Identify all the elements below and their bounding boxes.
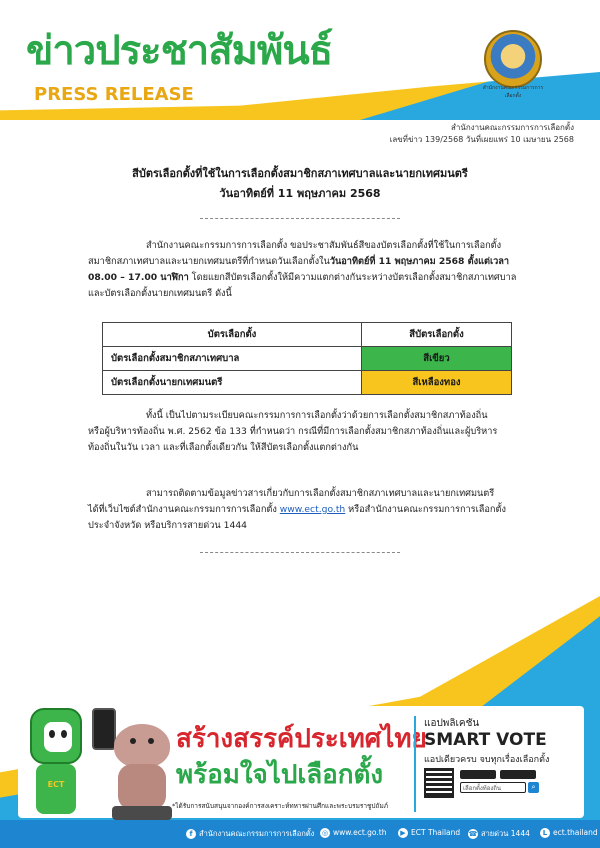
paragraph-regulation <box>88 408 518 456</box>
p2-line1: ทั้งนี้ เป็นไปตามระเบียบคณะกรรมการการเลือกตั้งว่าด้วยการเลือกตั้งสมาชิกสภาท้องถิ่น <box>146 410 488 421</box>
app-store-badge-icon[interactable] <box>500 770 536 779</box>
bar-hotline: ☎ สายด่วน 1444 <box>468 829 530 838</box>
ect-website-link[interactable]: www.ect.go.th <box>279 504 346 515</box>
paragraph-contact <box>88 486 518 534</box>
divider-top <box>200 218 400 219</box>
line-icon: L <box>540 828 550 838</box>
bar-office: f สำนักงานคณะกรรมการการเลือกตั้ง <box>186 828 314 840</box>
p2-line3: ท้องถิ่นในวัน เวลา และที่เลือกตั้งเดียวกัน ให้สีบัตรเลือกตั้งแตกต่างกัน <box>88 442 359 453</box>
table-header-ballot: บัตรเลือกตั้ง <box>103 323 362 347</box>
ballot-color-green: สีเขียว <box>362 347 512 371</box>
ballot-type-council: บัตรเลือกตั้งสมาชิกสภาเทศบาล <box>103 347 362 371</box>
web-icon: ◎ <box>321 829 329 837</box>
mascot-label: ECT <box>47 780 65 789</box>
p1-line2: สมาชิกสภาเทศบาลและนายกเทศมนตรีที่กำหนดวันเลือกตั้งในวันอาทิตย์ที่ 11 พฤษภาคม 2568 ตั้งแต่เวลา <box>88 256 510 267</box>
app-label: แอปพลิเคชัน <box>424 718 480 729</box>
bar-web[interactable]: ◎ www.ect.go.th <box>321 828 387 837</box>
table-row <box>103 347 512 371</box>
app-subtitle: แอปเดียวครบ จบทุกเรื่องเลือกตั้ง <box>424 755 550 765</box>
p3-line1: สามารถติดตามข้อมูลข่าวสารเกี่ยวกับการเลือกตั้งสมาชิกสภาเทศบาลและนายกเทศมนตรี <box>146 488 495 499</box>
office-name: สำนักงานคณะกรรมการการเลือกตั้ง <box>451 123 574 132</box>
facebook-icon: f <box>186 829 196 839</box>
table-header-row <box>103 323 512 347</box>
document-title-line1: สีบัตรเลือกตั้งที่ใช้ในการเลือกตั้งสมาชิกสภาเทศบาลและนายกเทศมนตรี <box>132 167 468 180</box>
footer-divider <box>414 716 416 812</box>
p1-line3: 08.00 – 17.00 นาฬิกา โดยแยกสีบัตรเลือกตั้งให้มีความแตกต่างกันระหว่างบัตรเลือกตั้งสมาชิกสภาเทศบาล <box>88 272 517 283</box>
bar-social[interactable]: ▶ ECT Thailand <box>398 828 460 838</box>
phone-call-icon: ☎ <box>468 830 478 838</box>
paragraph-announcement <box>88 238 518 302</box>
p2-line2: หรือผู้บริหารท้องถิ่น พ.ศ. 2562 ข้อ 133 ที่กำหนดว่า กรณีที่มีการเลือกตั้งสมาชิกสภาท้องถิ่นและผู้บริหาร <box>88 426 498 437</box>
release-meta <box>390 122 574 146</box>
press-release-title-thai: ข่าวประชาสัมพันธ์ <box>26 28 333 74</box>
press-release-title-english: PRESS RELEASE <box>34 84 194 105</box>
p3-line2: ได้ที่เว็บไซต์สำนักงานคณะกรรมการการเลือกตั้ง www.ect.go.th หรือสำนักงานคณะกรรมการการเลือกตั้ง <box>88 504 506 515</box>
release-info: เลขที่ข่าว 139/2568 วันที่เผยแพร่ 10 เมษายน 2568 <box>389 135 574 144</box>
hippo-mascot-icon <box>110 724 174 820</box>
qr-code-icon[interactable] <box>424 768 454 798</box>
table-header-color: สีบัตรเลือกตั้ง <box>362 323 512 347</box>
p1-line1: สำนักงานคณะกรรมการการเลือกตั้ง ขอประชาสัมพันธ์สีของบัตรเลือกตั้งที่ใช้ในการเลือกตั้ง <box>146 240 502 251</box>
ect-seal-logo <box>478 28 548 100</box>
seal-caption: สำนักงานคณะกรรมการการเลือกตั้ง <box>482 85 544 99</box>
footer-banner <box>0 596 600 848</box>
youtube-icon: ▶ <box>398 828 408 838</box>
ballot-type-mayor: บัตรเลือกตั้งนายกเทศมนตรี <box>103 371 362 395</box>
slogan-line2: พร้อมใจไปเลือกตั้ง <box>176 760 384 790</box>
search-icon[interactable]: ⌕ <box>528 782 539 793</box>
ect-mascot-icon <box>24 708 88 818</box>
ballot-color-table <box>102 322 512 395</box>
slogan-line1: สร้างสรรค์ประเทศไทย <box>176 724 427 754</box>
bar-line[interactable]: L ect.thailand <box>540 828 598 838</box>
ballot-color-gold: สีเหลืองทอง <box>362 371 512 395</box>
google-play-badge-icon[interactable] <box>460 770 496 779</box>
document-title-line2: วันอาทิตย์ที่ 11 พฤษภาคม 2568 <box>219 187 381 200</box>
app-name: SMART VOTE <box>424 730 547 750</box>
header-banner <box>0 0 600 120</box>
support-note: *ได้รับการสนับสนุนจากองค์การสงเคราะห์ทหารผ่านศึกและพระบรมราชูปถัมภ์ <box>172 802 389 810</box>
seal-emblem-icon <box>484 30 542 88</box>
app-search-text: เลือกตั้งท้องถิ่น <box>463 785 502 792</box>
table-row <box>103 371 512 395</box>
p1-line4: และบัตรเลือกตั้งนายกเทศมนตรี ดังนี้ <box>88 288 232 299</box>
p3-line3: ประจำจังหวัด หรือบริการสายด่วน 1444 <box>88 520 248 531</box>
divider-bottom <box>200 552 400 553</box>
